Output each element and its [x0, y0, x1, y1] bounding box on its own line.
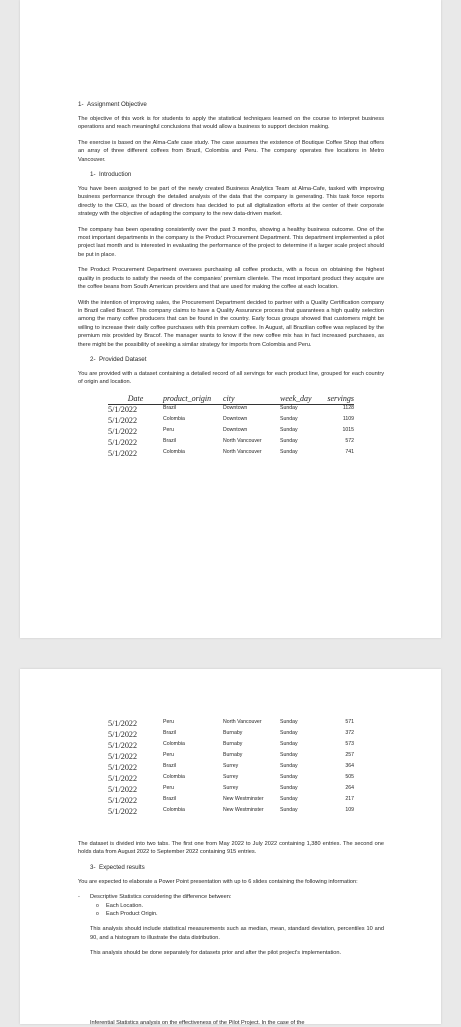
page-2-content — [78, 719, 384, 965]
dataset-table-part-1 — [108, 394, 354, 460]
header-date: Date — [108, 394, 163, 405]
list-item-product-origin: o Each Product Origin. — [78, 910, 384, 918]
cell-city: Burnaby — [223, 741, 243, 747]
cell-origin: Brazil — [163, 404, 176, 411]
cell-city: New Westminster — [223, 796, 264, 802]
cell-servings: 572 — [345, 437, 354, 444]
cell-city: Downtown — [223, 404, 248, 411]
paragraph-separately: This analysis should be done separately for datasets prior and after the pilot project's implementation. — [90, 950, 342, 957]
cell-week-day: Sunday — [280, 730, 298, 736]
cell-week-day: Sunday — [280, 415, 298, 422]
cell-city: North Vancouver — [223, 719, 262, 725]
cell-servings: 571 — [345, 719, 354, 725]
table-row — [108, 730, 354, 741]
cell-date: 5/1/2022 — [108, 426, 138, 436]
section-heading-dataset — [78, 356, 384, 364]
cell-origin: Brazil — [163, 796, 176, 802]
table-row — [108, 752, 354, 763]
cell-origin: Colombia — [163, 741, 185, 747]
cell-week-day: Sunday — [280, 807, 298, 813]
section-title: Expected results — [99, 863, 145, 871]
paragraph-intro-1: You have been assigned to be part of the newly created Business Analytics Team at Alma-Cafe, tasked with improving business performance through the detailed analysis of the data that the company is generating. This task force reports directly to the CEO, as the board of directors has decided to put all digitalization efforts at the center of their corporate strategy with the objective of adapting the company to the new data-driven market. — [78, 186, 384, 218]
cell-servings: 573 — [345, 741, 354, 747]
cell-date: 5/1/2022 — [108, 448, 138, 458]
cell-city: Burnaby — [223, 730, 243, 736]
table-row — [108, 438, 354, 449]
paragraph-intro-2: The company has been operating consistently over the past 3 months, showing a healthy business outcome. One of the most important departments in the company is the Product Procurement Department. This department implemented a pilot project last month and is interested in evaluating the performance of the project to determine if a larger scale project should be put in place. — [78, 226, 384, 258]
paragraph-analysis: This analysis should include statistical measurements such as median, mean, standard deviation, percentiles 10 and 90, and a histogram to illustrate the data distribution. — [90, 926, 384, 941]
cell-servings: 257 — [345, 752, 354, 758]
paragraph-inferential-cut: Inferential Statistics analysis on the effectiveness of the Pilot Project. In the case of the — [90, 1019, 305, 1026]
table-row — [108, 774, 354, 785]
table-row — [108, 796, 354, 807]
document-page-1 — [20, 0, 441, 638]
section-heading-expected-results — [78, 864, 384, 872]
cell-city: Burnaby — [223, 752, 243, 758]
cell-week-day: Sunday — [280, 752, 298, 758]
cell-week-day: Sunday — [280, 404, 298, 411]
requirements-list — [78, 893, 384, 918]
cell-city: Surrey — [223, 763, 239, 769]
section-title: Provided Dataset — [99, 355, 147, 363]
cell-origin: Peru — [163, 426, 174, 433]
section-number: 3- — [90, 863, 96, 871]
cell-city: Downtown — [223, 426, 248, 433]
cell-week-day: Sunday — [280, 763, 298, 769]
cell-servings: 1109 — [342, 415, 354, 422]
cell-date: 5/1/2022 — [108, 741, 138, 750]
cell-week-day: Sunday — [280, 437, 298, 444]
cell-date: 5/1/2022 — [108, 807, 138, 816]
cell-servings: 372 — [345, 730, 354, 736]
cell-date: 5/1/2022 — [108, 437, 138, 447]
table-row — [108, 404, 354, 416]
header-city: city — [223, 394, 280, 405]
list-item-descriptive-stats: - Descriptive Statistics considering the difference between: — [78, 893, 384, 901]
paragraph-expected: You are expected to elaborate a Power Point presentation with up to 6 slides containing the following information: — [78, 878, 358, 885]
table-row — [108, 763, 354, 774]
cell-origin: Colombia — [163, 807, 185, 813]
paragraph-intro-3: The Product Procurement Department oversees purchasing all coffee products, with a focus on obtaining the highest quality in products to satisfy the needs of the companies' premium clientele. The most important product they acquire are the coffee beans from South American providers and that are used for making the coffee at each location. — [78, 267, 384, 291]
section-number: 1- — [90, 171, 96, 179]
cell-week-day: Sunday — [280, 426, 298, 433]
section-number: 2- — [90, 355, 96, 363]
cell-week-day: Sunday — [280, 741, 298, 747]
table-row — [108, 427, 354, 438]
cell-week-day: Sunday — [280, 796, 298, 802]
section-heading-objective — [78, 101, 384, 109]
cell-servings: 741 — [345, 448, 354, 455]
page-1-content — [78, 101, 384, 460]
header-week-day: week_day — [280, 394, 324, 405]
table-row — [108, 719, 354, 730]
header-product-origin: product_origin — [163, 394, 223, 405]
cell-city: Surrey — [223, 785, 239, 791]
cell-origin: Peru — [163, 719, 174, 725]
cell-origin: Peru — [163, 752, 174, 758]
cell-date: 5/1/2022 — [108, 796, 138, 805]
cell-city: Downtown — [223, 415, 248, 422]
cell-date: 5/1/2022 — [108, 785, 138, 794]
cell-week-day: Sunday — [280, 448, 298, 455]
section-title: Introduction — [99, 171, 132, 179]
table-row — [108, 785, 354, 796]
section-heading-introduction — [78, 171, 384, 179]
paragraph-dataset-tabs: The dataset is divided into two tabs. The first one from May 2022 to July 2022 containing 1,380 entries. The second one holds data from August 2022 to September 2022 containing 915 entries. — [78, 841, 384, 856]
cell-servings: 264 — [345, 785, 354, 791]
cell-date: 5/1/2022 — [108, 415, 138, 425]
cell-servings: 109 — [345, 807, 354, 813]
cell-servings: 217 — [345, 796, 354, 802]
table-row — [108, 807, 354, 818]
cell-origin: Brazil — [163, 437, 176, 444]
cell-servings: 1128 — [342, 404, 354, 411]
table-row — [108, 416, 354, 427]
cell-date: 5/1/2022 — [108, 763, 138, 772]
section-number: 1- — [78, 101, 84, 108]
cell-date: 5/1/2022 — [108, 404, 138, 414]
paragraph-dataset: You are provided with a dataset containing a detailed record of all servings for each product line, grouped for each country of origin and location. — [78, 370, 384, 386]
cell-origin: Colombia — [163, 415, 185, 422]
section-title: Assignment Objective — [87, 101, 147, 108]
cell-date: 5/1/2022 — [108, 752, 138, 761]
dataset-table-part-2 — [108, 719, 354, 818]
document-page-2 — [20, 669, 441, 1024]
cell-servings: 364 — [345, 763, 354, 769]
cell-date: 5/1/2022 — [108, 774, 138, 783]
cell-city: Surrey — [223, 774, 239, 780]
cell-origin: Brazil — [163, 763, 176, 769]
cell-city: North Vancouver — [223, 448, 262, 455]
cell-servings: 1015 — [342, 426, 354, 433]
cell-origin: Colombia — [163, 448, 185, 455]
cell-week-day: Sunday — [280, 785, 298, 791]
cell-date: 5/1/2022 — [108, 730, 138, 739]
cell-week-day: Sunday — [280, 774, 298, 780]
cell-date: 5/1/2022 — [108, 719, 138, 728]
cell-city: New Westminster — [223, 807, 264, 813]
cell-origin: Colombia — [163, 774, 185, 780]
cell-servings: 505 — [345, 774, 354, 780]
paragraph-exercise: The exercise is based on the Alma-Cafe case study. The case assumes the existence of Boutique Coffee Shop that offers an array of three different coffees from Brazil, Colombia and Peru. The company operates five locations in Metro Vancouver. — [78, 139, 384, 163]
cell-origin: Peru — [163, 785, 174, 791]
list-item-location: o Each Location. — [78, 902, 384, 910]
table-row — [108, 449, 354, 460]
table-header-row — [108, 394, 354, 405]
cell-origin: Brazil — [163, 730, 176, 736]
paragraph-objective: The objective of this work is for students to apply the statistical techniques learned on the course to interpret business operations and reach meaningful conclusions that would allow a business to support decision making. — [78, 116, 384, 131]
cell-week-day: Sunday — [280, 719, 298, 725]
paragraph-intro-4: With the intention of improving sales, the Procurement Department decided to partner with a Quality Certification company in Brazil called Bracof. This company claims to have a Quality Assurance process that guarantees a high quality selection among the many coffee producers that can be found in the country. Early focus groups showed that customers might be willing to increase their daily coffee purchases with this premium coffee. In August, all Brazilian coffee was replaced by the premium mix provided by Bracof. The manager wants to know if the new coffee mix has in fact increased purchases, as there might be the possibility of seeking a similar strategy for imports from Colombia and Peru. — [78, 299, 384, 348]
header-servings: servings — [324, 394, 354, 405]
table-row — [108, 741, 354, 752]
cell-city: North Vancouver — [223, 437, 262, 444]
